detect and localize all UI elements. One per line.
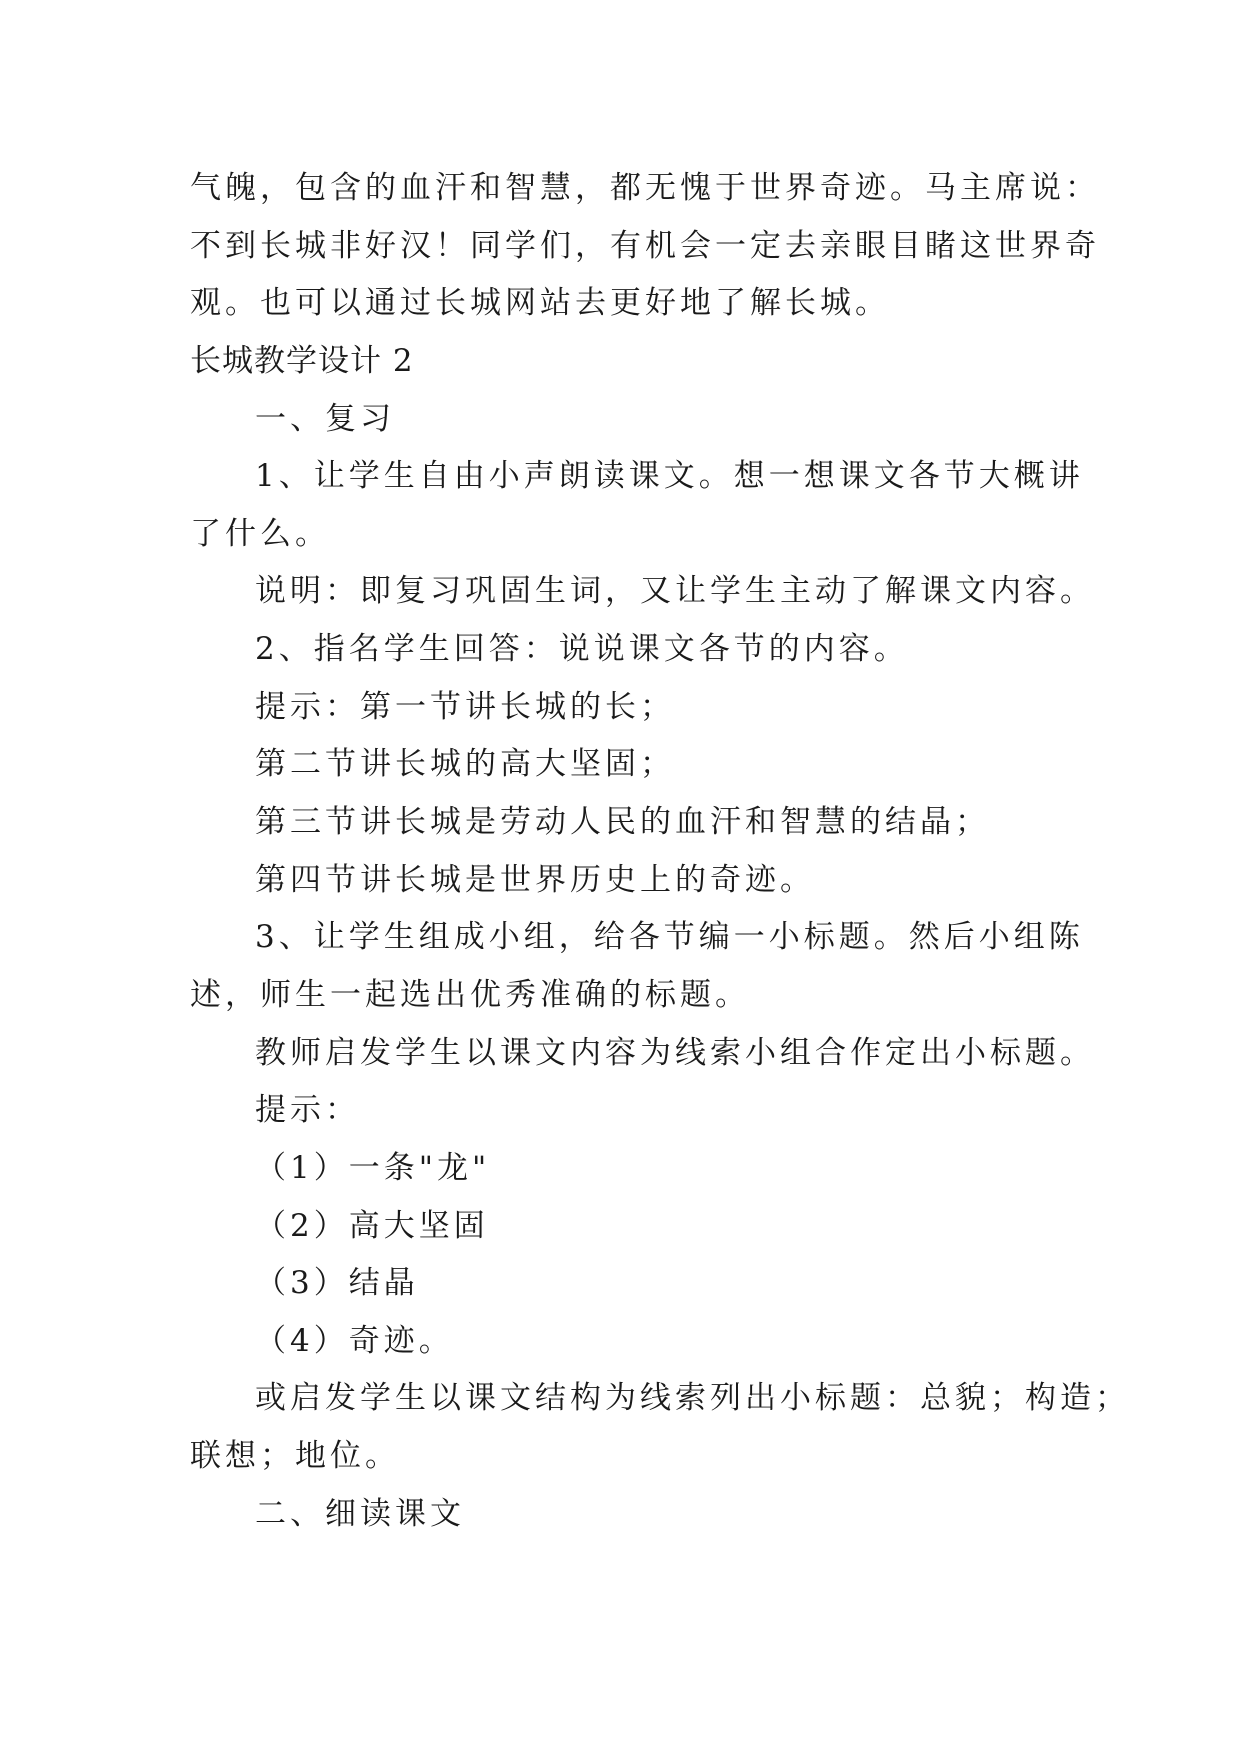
paragraph-line: 说明：即复习巩固生词，又让学生主动了解课文内容。 [255, 573, 1095, 609]
heading-review: 一、复习 [255, 401, 395, 437]
paragraph-line: 了什么。 [190, 516, 330, 552]
paragraph-line: 气魄，包含的血汗和智慧，都无愧于世界奇迹。马主席说： [190, 170, 1100, 206]
paragraph-line: 联想；地位。 [190, 1438, 400, 1474]
paragraph-line: 提示： [255, 1092, 360, 1128]
paragraph-line: 观。也可以通过长城网站去更好地了解长城。 [190, 285, 890, 321]
list-item: （1）一条"龙" [255, 1150, 491, 1186]
paragraph-line: 或启发学生以课文结构为线索列出小标题：总貌；构造； [255, 1380, 1130, 1416]
paragraph-line: 教师启发学生以课文内容为线索小组合作定出小标题。 [255, 1035, 1095, 1071]
paragraph-line: 第四节讲长城是世界历史上的奇迹。 [255, 862, 815, 898]
list-item: （3）结晶 [255, 1265, 419, 1301]
paragraph-line: 第三节讲长城是劳动人民的血汗和智慧的结晶； [255, 804, 990, 840]
list-item: （2）高大坚固 [255, 1208, 489, 1244]
paragraph-line: 1、让学生自由小声朗读课文。想一想课文各节大概讲 [255, 458, 1084, 494]
paragraph-line: 2、指名学生回答：说说课文各节的内容。 [255, 631, 909, 667]
paragraph-line: 不到长城非好汉！同学们，有机会一定去亲眼目睹这世界奇 [190, 228, 1100, 264]
heading-close-reading: 二、细读课文 [255, 1496, 465, 1532]
paragraph-line: 提示：第一节讲长城的长； [255, 689, 675, 725]
paragraph-line: 3、让学生组成小组，给各节编一小标题。然后小组陈 [255, 919, 1084, 955]
section-title: 长城教学设计 2 [190, 343, 414, 379]
paragraph-line: 述，师生一起选出优秀准确的标题。 [190, 977, 750, 1013]
paragraph-line: 第二节讲长城的高大坚固； [255, 746, 675, 782]
list-item: （4）奇迹。 [255, 1323, 454, 1359]
